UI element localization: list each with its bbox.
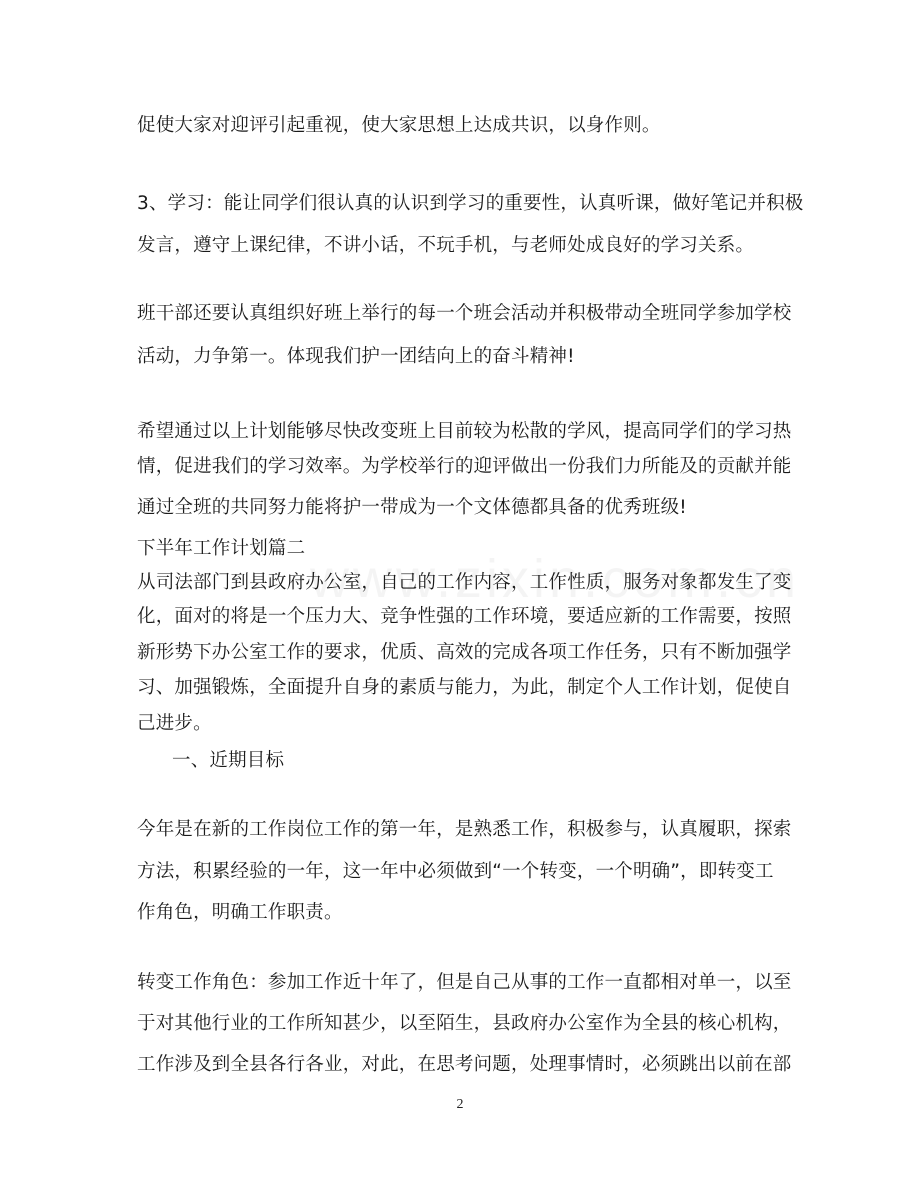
paragraph-line: 己进步。: [137, 713, 212, 734]
paragraph-line: 发言，遵守上课纪律，不讲小话，不玩手机，与老师处成良好的学习关系。: [137, 235, 755, 256]
paragraph-line: 通过全班的共同努力能将护一带成为一个文体德都具备的优秀班级!: [137, 497, 687, 518]
section-heading: 下半年工作计划篇二: [137, 538, 306, 559]
paragraph-line: 作角色，明确工作职责。: [137, 902, 343, 923]
paragraph-line: 从司法部门到县政府办公室，自己的工作内容，工作性质，服务对象都发生了变: [137, 572, 792, 593]
paragraph-line: 班干部还要认真组织好班上举行的每一个班会活动并积极带动全班同学参加学校: [137, 303, 792, 324]
paragraph-line: 活动，力争第一。体现我们护一团结向上的奋斗精神!: [137, 346, 575, 367]
page-number: 2: [456, 1097, 464, 1112]
paragraph-line: 希望通过以上计划能够尽快改变班上目前较为松散的学风，提高同学们的学习热: [137, 421, 792, 442]
paragraph-line: 3、学习：能让同学们很认真的认识到学习的重要性，认真听课，做好笔记并积极: [137, 193, 804, 214]
paragraph-line: 工作涉及到全县各行各业，对此，在思考问题，处理事情时，必须跳出以前在部: [137, 1054, 792, 1075]
paragraph-line: 今年是在新的工作岗位工作的第一年，是熟悉工作，积极参与，认真履职，探索: [137, 819, 792, 840]
paragraph-line: 方法，积累经验的一年，这一年中必须做到“一个转变，一个明确”，即转变工: [137, 861, 774, 882]
paragraph-line: 于对其他行业的工作所知甚少，以至陌生，县政府办公室作为全县的核心机构，: [137, 1013, 792, 1034]
paragraph-line: 促使大家对迎评引起重视，使大家思想上达成共识，以身作则。: [137, 115, 661, 136]
paragraph-line: 新形势下办公室工作的要求，优质、高效的完成各项工作任务，只有不断加强学: [137, 642, 792, 663]
paragraph-line: 习、加强锻炼，全面提升自身的素质与能力，为此，制定个人工作计划，促使自: [137, 677, 792, 698]
paragraph-line: 情，促进我们的学习效率。为学校举行的迎评做出一份我们力所能及的贡献并能: [137, 456, 792, 477]
paragraph-line: 转变工作角色：参加工作近十年了，但是自己从事的工作一直都相对单一，以至: [137, 972, 792, 993]
subsection-heading: 一、近期目标: [172, 750, 285, 771]
paragraph-line: 化，面对的将是一个压力大、竞争性强的工作环境，要适应新的工作需要，按照: [137, 606, 792, 627]
